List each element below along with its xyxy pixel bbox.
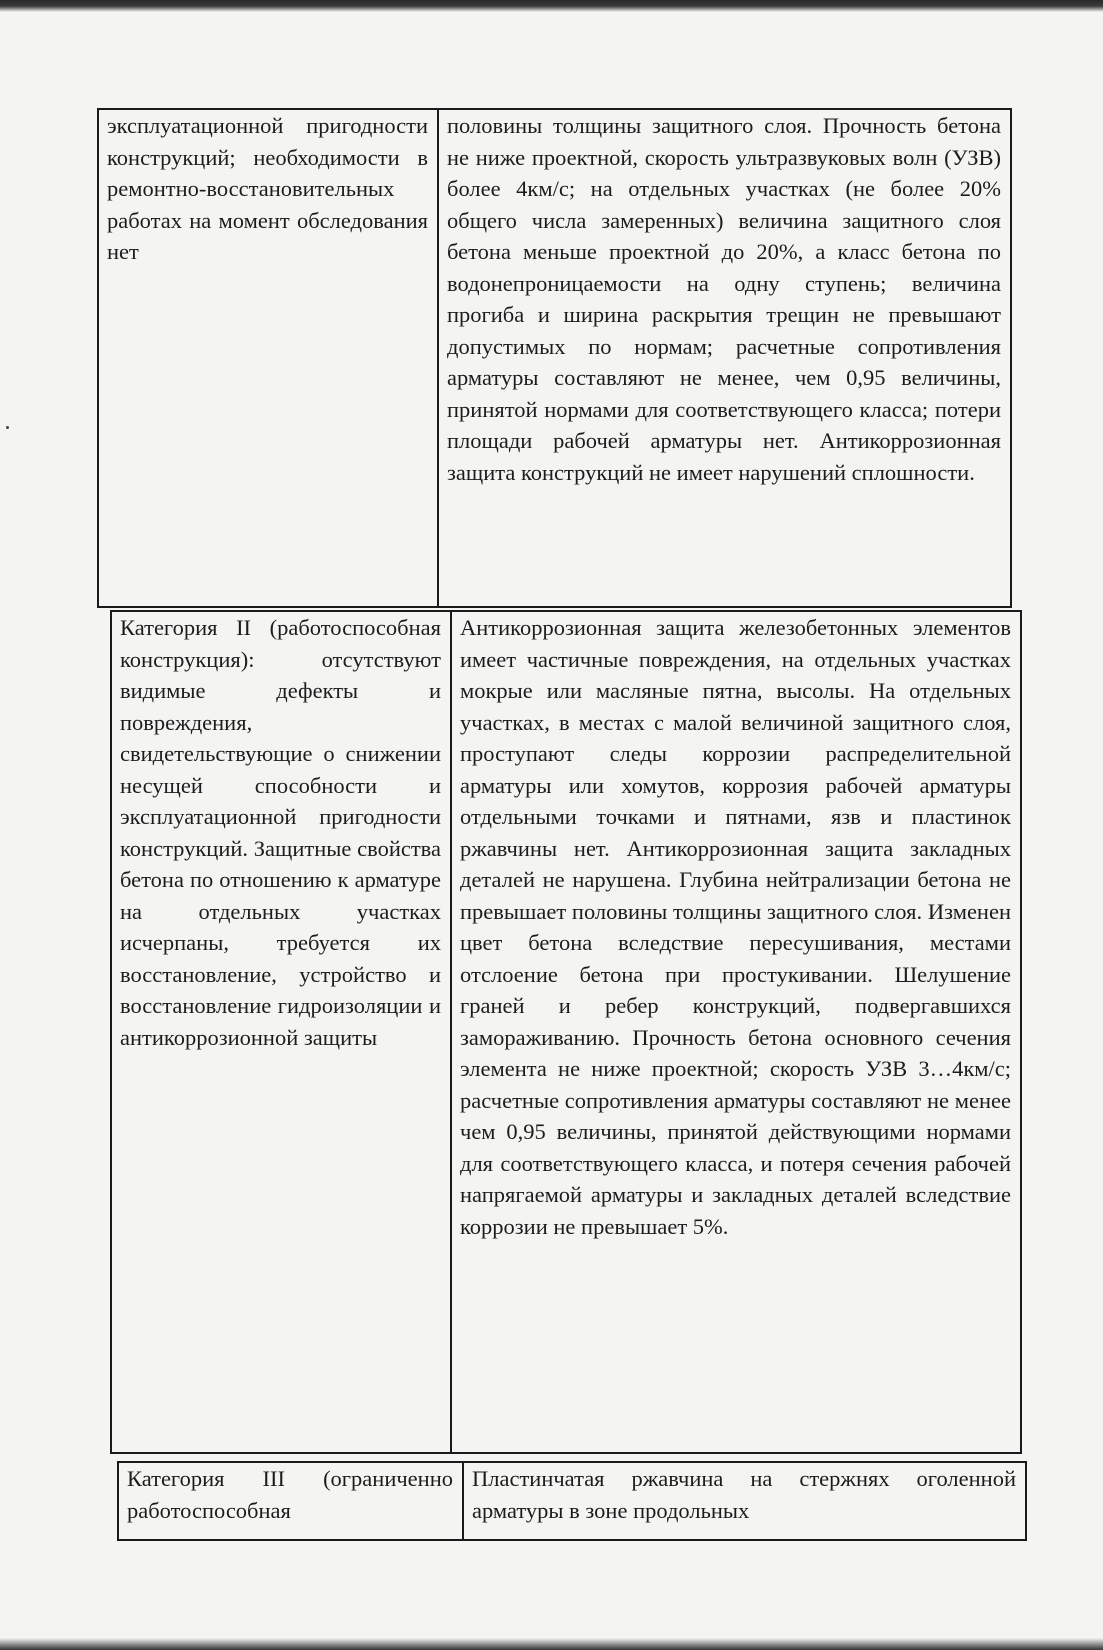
table-row (111, 611, 1021, 1453)
cell-right (463, 1462, 1026, 1540)
table-fragment-2 (110, 610, 1022, 1454)
cell-left-text: Категория III (ограниченно работоспособная (127, 1466, 453, 1523)
cell-right-text: Пластинчатая ржавчина на стержнях оголенной арматуры в зоне продольных (472, 1466, 1016, 1523)
table-row (118, 1462, 1026, 1540)
cell-right (451, 611, 1021, 1453)
cell-left-text: Категория II (работоспособная конструкция): отсутствуют видимые дефекты и повреждения, свидетельствующие о снижении несущей способности и эксплуатационной пригодности конструкций. Защитные свойства бетона по отношению к арматуре на отдельных участках исчерпаны, требуется их восстановление, устройство и восстановление гидроизоляции и антикоррозионной защиты (120, 615, 441, 1050)
scan-bottom-edge (0, 1638, 1103, 1650)
cell-left (98, 109, 438, 607)
cell-right (438, 109, 1011, 607)
cell-left (118, 1462, 463, 1540)
table-fragment-3 (117, 1461, 1027, 1541)
table-row (98, 109, 1011, 607)
cell-left (111, 611, 451, 1453)
cell-right-text: половины толщины защитного слоя. Прочность бетона не ниже проектной, скорость ультразвуковых волн (УЗВ) более 4км/с; на отдельных участках (не более 20% общего числа замеренных) величина защитного слоя бетона меньше проектной до 20%, а класс бетона по водонепроницаемости на одну ступень; величина прогиба и ширина раскрытия трещин не превышают допустимых по нормам; расчетные сопротивления арматуры составляют не менее, чем 0,95 величины, принятой нормами для соответствующего класса; потери площади рабочей арматуры нет. Антикоррозионная защита конструкций не имеет нарушений сплошности. (447, 113, 1001, 485)
scan-speck (6, 426, 9, 429)
cell-left-text: эксплуатационной пригодности конструкций; необходимости в ремонтно-восстановительных работах на момент обследования нет (107, 113, 428, 264)
cell-right-text: Антикоррозионная защита железобетонных элементов имеет частичные повреждения, на отдельных участках мокрые или масляные пятна, высолы. На отдельных участках, в местах с малой величиной защитного слоя, проступают следы коррозии распределительной арматуры или хомутов, коррозия рабочей арматуры отдельными точками и пятнами, язв и пластинок ржавчины нет. Антикоррозионная защита закладных деталей не нарушена. Глубина нейтрализации бетона не превышает половины толщины защитного слоя. Изменен цвет бетона вследствие пересушивания, местами отслоение бетона при простукивании. Шелушение граней и ребер конструкций, подвергавшихся замораживанию. Прочность бетона основного сечения элемента не ниже проектной; скорость УЗВ 3…4км/с; расчетные сопротивления арматуры составляют не менее чем 0,95 величины, принятой действующими нормами для соответствующего класса, и потеря сечения рабочей напрягаемой арматуры и закладных деталей вследствие коррозии не превышает 5%. (460, 615, 1011, 1239)
table-fragment-1 (97, 108, 1012, 608)
scan-top-edge (0, 0, 1103, 12)
